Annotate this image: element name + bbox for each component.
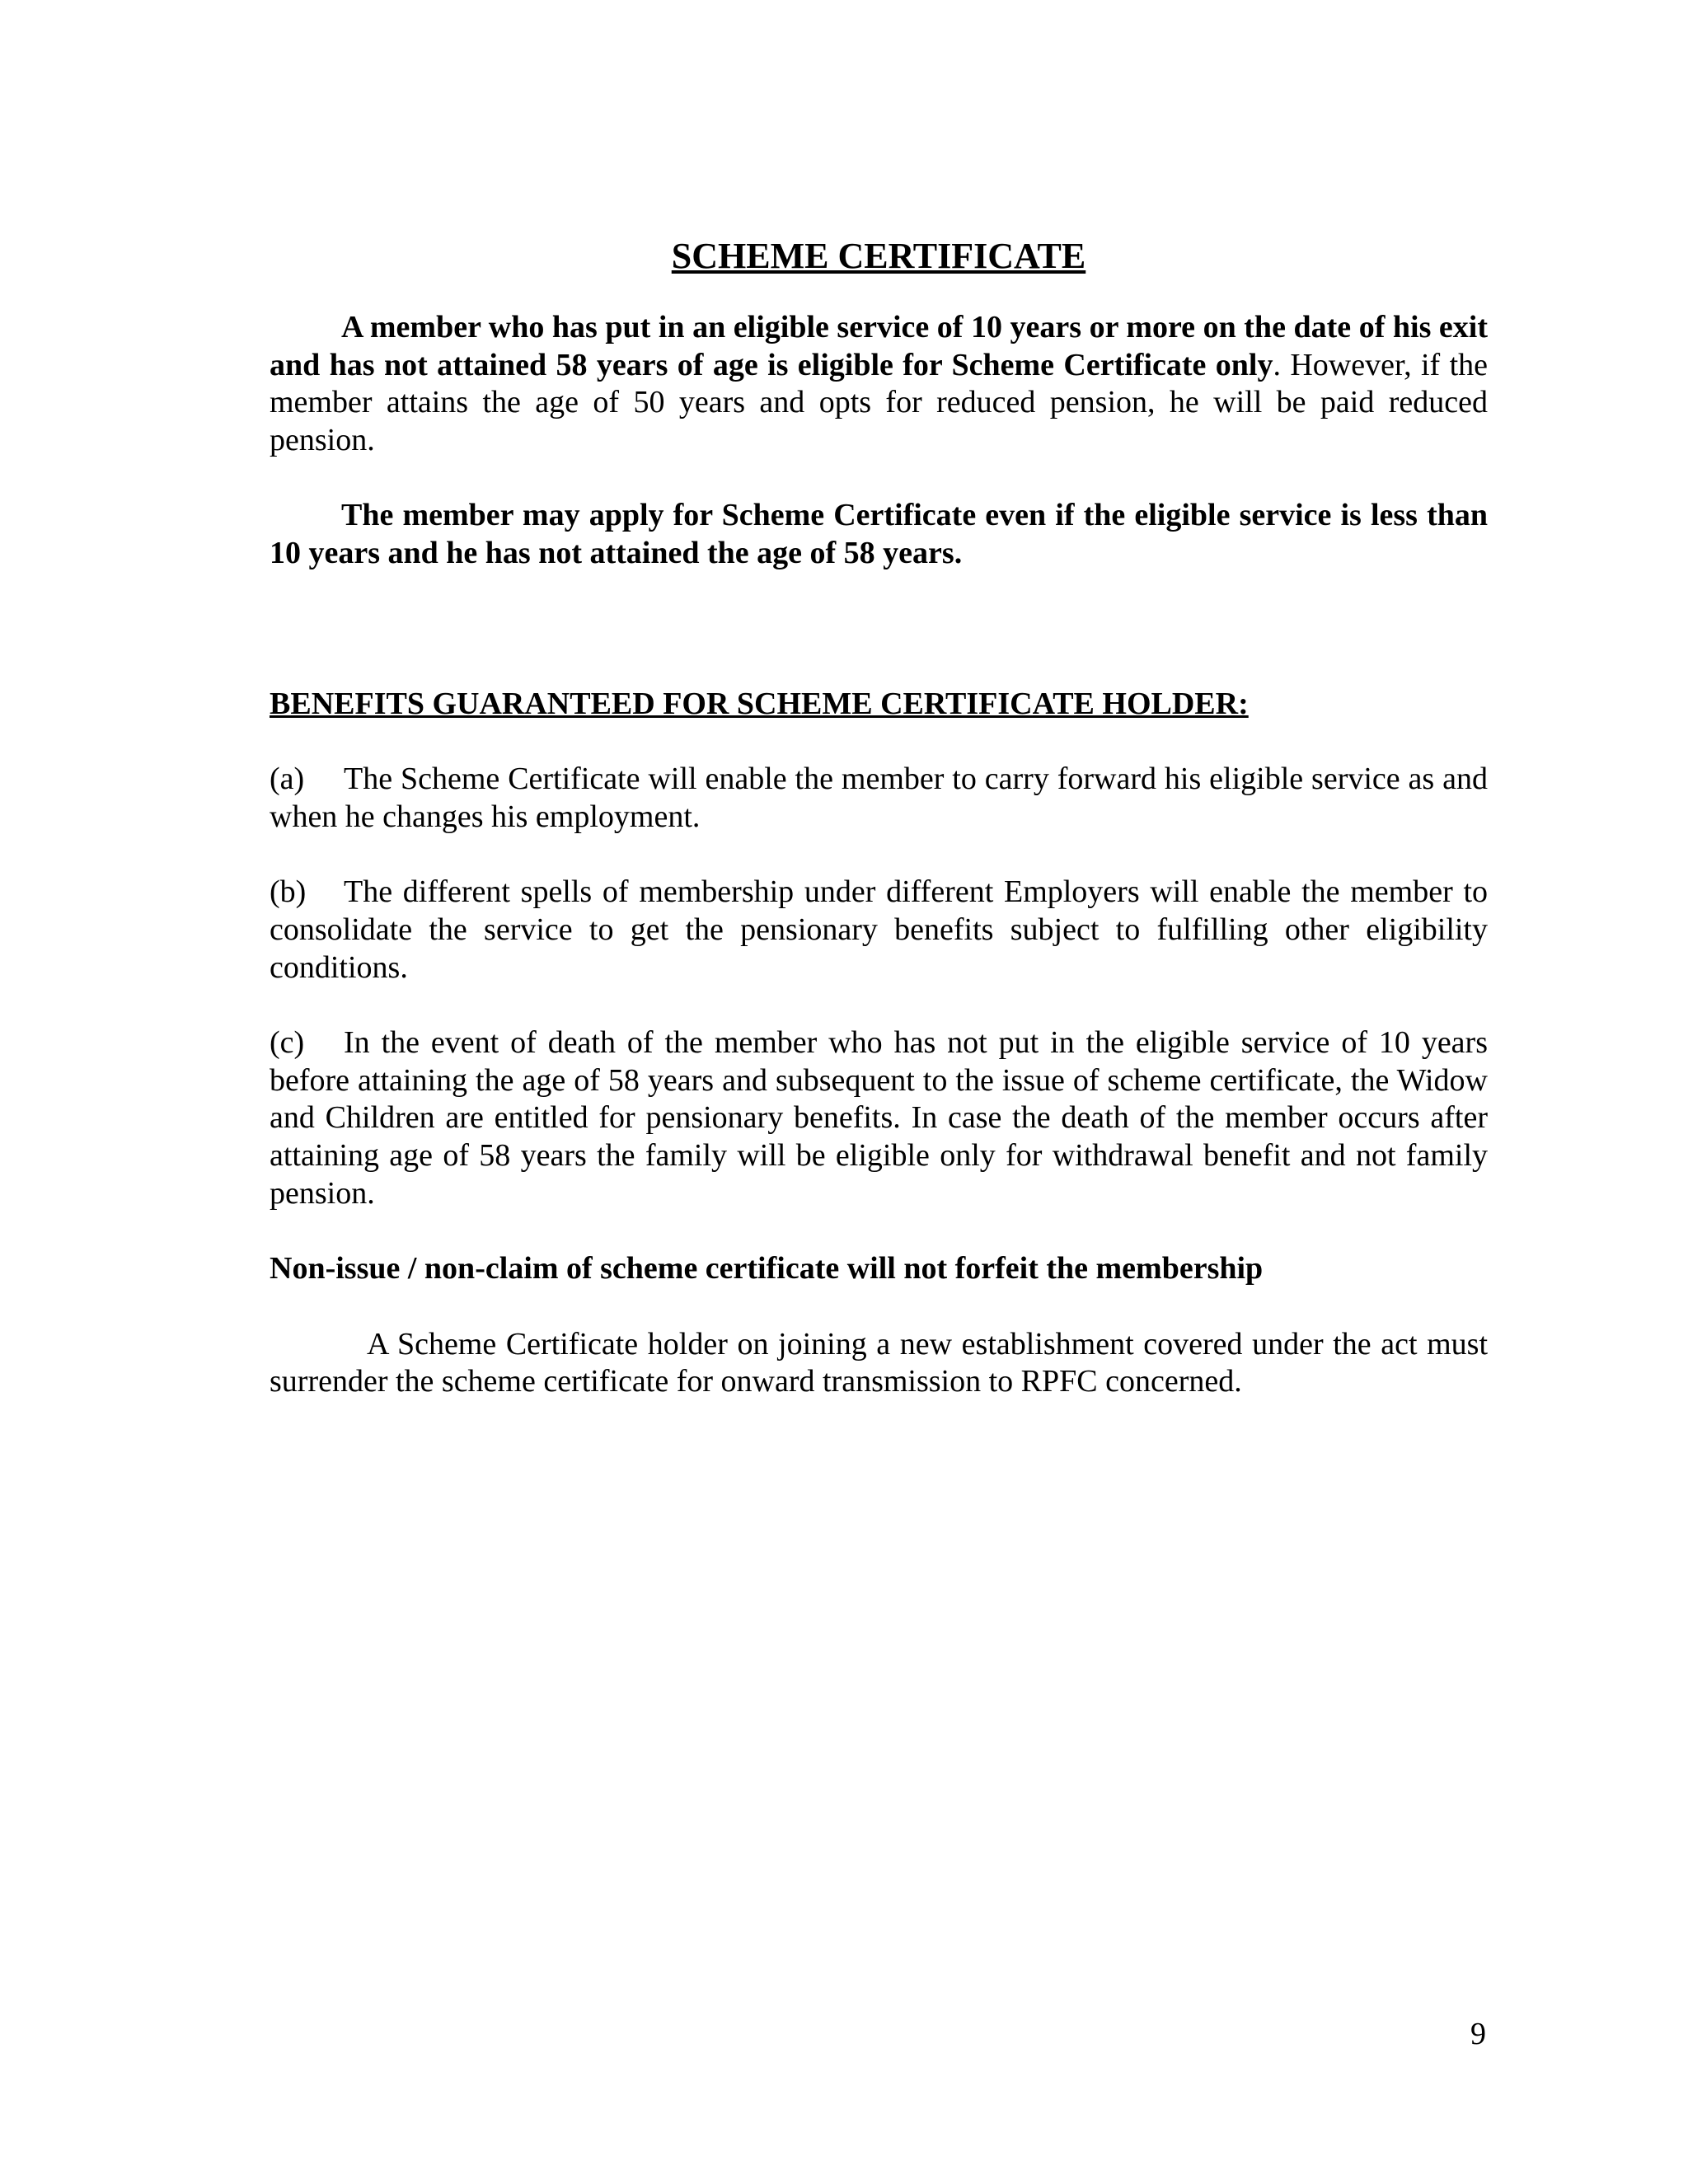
- intro-eligibility-rest-text: . However, if the member attains the age of 50 years and opts for reduced pension, he will be paid reduced pension.: [270, 347, 1488, 457]
- page-title: SCHEME CERTIFICATE: [671, 236, 1086, 276]
- benefit-item-c: [270, 1024, 1488, 1212]
- benefit-item-c-text: In the event of death of the member who has not put in the eligible service of 10 years before attaining the age of 58 years and subsequent to the issue of scheme certificate, the Widow and Children are entitled for pensionary benefits. In case the death of the member occurs after attaining age of 58 years the family will be eligible only for withdrawal benefit and not family pension.: [270, 1025, 1488, 1211]
- intro-paragraph-eligibility: [270, 309, 1488, 459]
- benefit-item-a-text: The Scheme Certificate will enable the member to carry forward his eligible service as and when he changes his employment.: [270, 762, 1488, 834]
- benefit-item-a-label: (a): [270, 762, 305, 797]
- benefit-item-b-label: (b): [270, 874, 307, 910]
- benefits-heading: BENEFITS GUARANTEED FOR SCHEME CERTIFICATE HOLDER:: [270, 686, 1249, 721]
- benefit-item-c-label: (c): [270, 1025, 305, 1061]
- document-body: [270, 235, 1488, 1401]
- intro-paragraph-apply: The member may apply for Scheme Certificate even if the eligible service is less than 10 years and he has not attained the age of 58 years.: [270, 498, 1488, 570]
- intro-eligibility-bold-text: A member who has put in an eligible service of 10 years or more on the date of his exit and has not attained 58 years of age is eligible for Scheme Certificate only: [270, 310, 1488, 382]
- benefit-item-b-text: The different spells of membership under different Employers will enable the member to consolidate the service to get the pensionary benefits subject to fulfilling other eligibility conditions.: [270, 874, 1488, 985]
- benefit-item-a: [270, 761, 1488, 836]
- page-number: 9: [1470, 2017, 1486, 2051]
- benefit-item-b: [270, 874, 1488, 987]
- non-issue-heading: Non-issue / non-claim of scheme certificate will not forfeit the membership: [270, 1251, 1264, 1286]
- closing-paragraph: A Scheme Certificate holder on joining a new establishment covered under the act must surrender the scheme certificate for onward transmission to RPFC concerned.: [270, 1326, 1488, 1399]
